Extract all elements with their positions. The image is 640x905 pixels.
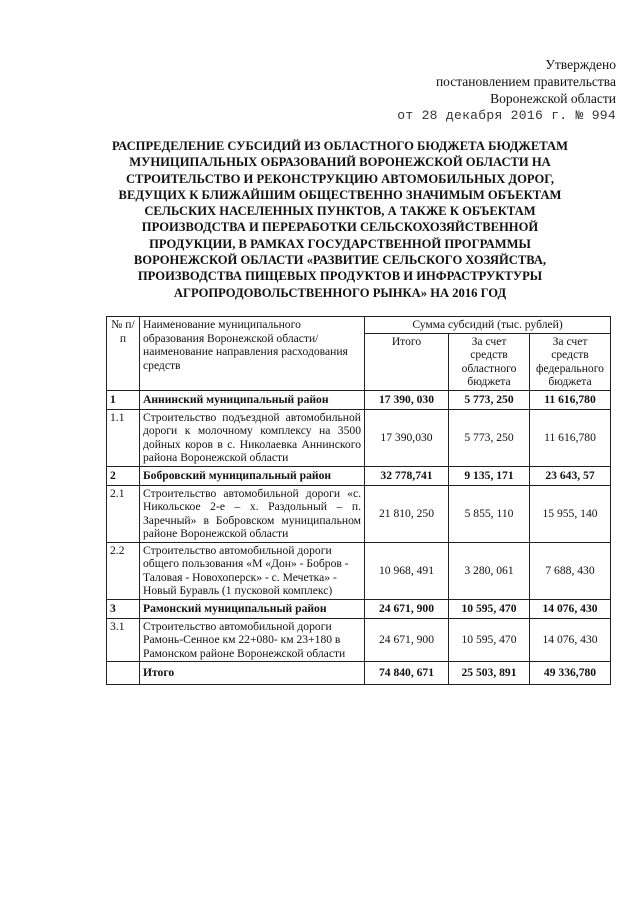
header-name: Наименование муниципального образования Воронежской области/наименование направления расходования средств: [140, 317, 365, 391]
table-row-district: [107, 466, 611, 485]
row-federal: 23 643, 57: [530, 466, 611, 485]
row-total: 32 778,741: [365, 466, 449, 485]
approval-line-approved: Утверждено: [545, 57, 616, 72]
row-total: 21 810, 250: [365, 485, 449, 542]
row-regional: 5 773, 250: [449, 409, 530, 466]
table-row-district: [107, 599, 611, 618]
row-federal: 7 688, 430: [530, 542, 611, 599]
row-total: 17 390,030: [365, 409, 449, 466]
approval-line-region: Воронежской области: [490, 91, 616, 106]
row-federal: 14 076, 430: [530, 599, 611, 618]
row-name: Бобровский муниципальный район: [140, 466, 365, 485]
row-regional: 10 595, 470: [449, 618, 530, 662]
row-num: 3.1: [107, 618, 140, 662]
header-total: Итого: [365, 333, 449, 390]
table-row-item: [107, 409, 611, 466]
row-total: 10 968, 491: [365, 542, 449, 599]
row-total: 24 671, 900: [365, 599, 449, 618]
row-num: [107, 662, 140, 685]
row-name: Рамонский муниципальный район: [140, 599, 365, 618]
row-federal: 11 616,780: [530, 390, 611, 409]
row-federal: 15 955, 140: [530, 485, 611, 542]
approval-line-date-number: от 28 декабря 2016 г. № 994: [397, 108, 616, 123]
row-name: Строительство автомобильной дороги «с. Никольское 2-е – х. Раздольный – п. Заречный» в Бобровском муниципальном районе Воронежской области: [140, 485, 365, 542]
row-regional: 10 595, 470: [449, 599, 530, 618]
subsidy-table: [106, 316, 611, 685]
header-federal: За счет средств федерального бюджета: [530, 333, 611, 390]
header-num: № п/п: [107, 317, 140, 391]
row-total: 24 671, 900: [365, 618, 449, 662]
table-row-item: [107, 485, 611, 542]
approval-block: [397, 56, 616, 124]
row-federal: 11 616,780: [530, 409, 611, 466]
row-federal: 14 076, 430: [530, 618, 611, 662]
table-row-item: [107, 618, 611, 662]
header-sum: Сумма субсидий (тыс. рублей): [365, 317, 611, 334]
header-regional: За счет средств областного бюджета: [449, 333, 530, 390]
row-num: 2.2: [107, 542, 140, 599]
document-title: РАСПРЕДЕЛЕНИЕ СУБСИДИЙ ИЗ ОБЛАСТНОГО БЮДЖЕТА БЮДЖЕТАМ МУНИЦИПАЛЬНЫХ ОБРАЗОВАНИЙ ВОРОНЕЖСКОЙ ОБЛАСТИ НА СТРОИТЕЛЬСТВО И РЕКОНСТРУКЦИЮ АВТОМОБИЛЬНЫХ ДОРОГ, ВЕДУЩИХ К БЛИЖАЙШИМ ОБЩЕСТВЕННО ЗНАЧИМЫМ ОБЪЕКТАМ СЕЛЬСКИХ НАСЕЛЕННЫХ ПУНКТОВ, А ТАКЖЕ К ОБЪЕКТАМ ПРОИЗВОДСТВА И ПЕРЕРАБОТКИ СЕЛЬСКОХОЗЯЙСТВЕННОЙ ПРОДУКЦИИ, В РАМКАХ ГОСУДАРСТВЕННОЙ ПРОГРАММЫ ВОРОНЕЖСКОЙ ОБЛАСТИ «РАЗВИТИЕ СЕЛЬСКОГО ХОЗЯЙСТВА, ПРОИЗВОДСТВА ПИЩЕВЫХ ПРОДУКТОВ И ИНФРАСТРУКТУРЫ АГРОПРОДОВОЛЬСТВЕННОГО РЫНКА» НА 2016 ГОД: [112, 139, 568, 300]
row-name: Строительство подъездной автомобильной дороги к молочному комплексу на 3500 дойных коров в с. Николаевка Аннинского района Воронежской области: [140, 409, 365, 466]
row-num: 3: [107, 599, 140, 618]
row-total: 74 840, 671: [365, 662, 449, 685]
row-num: 2.1: [107, 485, 140, 542]
row-regional: 9 135, 171: [449, 466, 530, 485]
row-regional: 5 855, 110: [449, 485, 530, 542]
row-name: Строительство автомобильной дороги общего пользования «М «Дон» - Бобров - Таловая - Новохоперск» - с. Мечетка» - Новый Буравль (1 пусковой комплекс): [140, 542, 365, 599]
row-num: 1: [107, 390, 140, 409]
row-num: 1.1: [107, 409, 140, 466]
table-header-row: [107, 317, 611, 334]
row-federal: 49 336,780: [530, 662, 611, 685]
row-name: Строительство автомобильной дороги Рамонь-Сенное км 22+080- км 23+180 в Рамонском районе Воронежской области: [140, 618, 365, 662]
table-row-item: [107, 542, 611, 599]
row-name: Итого: [140, 662, 365, 685]
row-num: 2: [107, 466, 140, 485]
row-regional: 25 503, 891: [449, 662, 530, 685]
table-row-district: [107, 390, 611, 409]
row-name: Аннинский муниципальный район: [140, 390, 365, 409]
row-regional: 3 280, 061: [449, 542, 530, 599]
row-total: 17 390, 030: [365, 390, 449, 409]
row-regional: 5 773, 250: [449, 390, 530, 409]
table-row-total: [107, 662, 611, 685]
approval-line-resolution: постановлением правительства: [435, 74, 616, 89]
